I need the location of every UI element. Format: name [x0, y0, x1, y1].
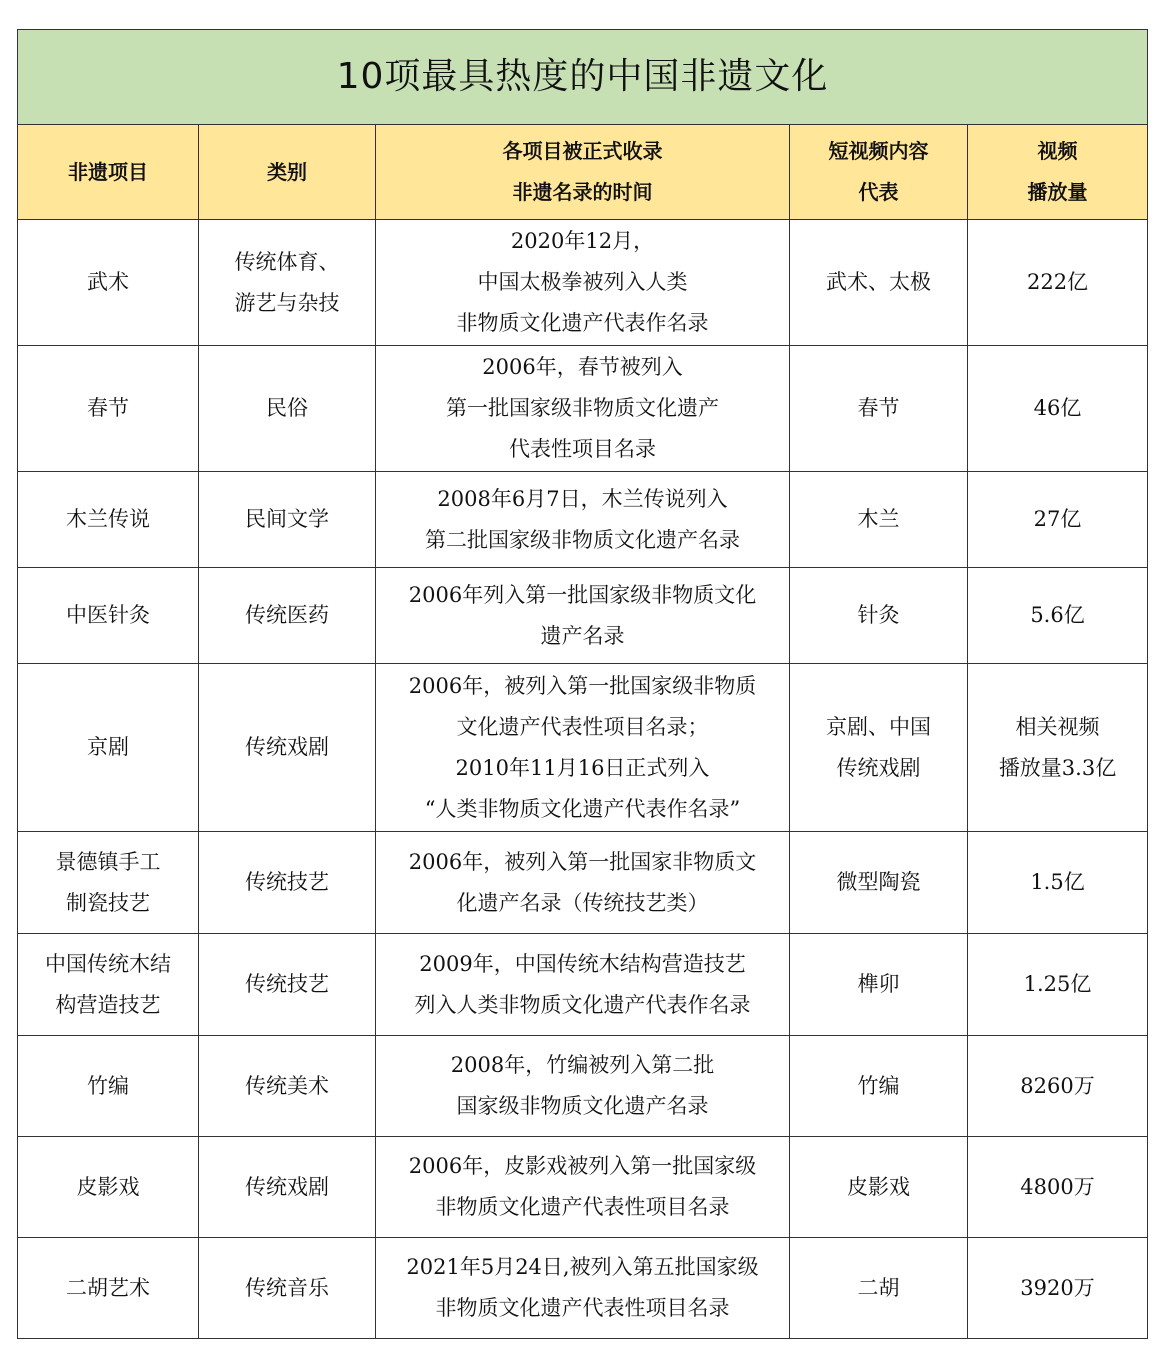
cell-text-line: 武术、太极 [826, 270, 931, 294]
cell-text-line: 榫卯 [857, 972, 900, 996]
cell-text-line: 代表性项目名录 [509, 437, 656, 461]
cell-views [968, 934, 1148, 1036]
cell-video-content [790, 664, 968, 832]
cell-listing-time [376, 1137, 790, 1238]
cell-text-line: 民间文学 [245, 507, 329, 531]
header-category [199, 125, 376, 220]
header-label-line: 非遗项目 [68, 159, 148, 184]
cell-text-line: 非物质文化遗产代表作名录 [456, 311, 709, 335]
header-label-line: 播放量 [1027, 180, 1088, 204]
cell-text-line: 第一批国家级非物质文化遗产 [446, 396, 719, 420]
table-row [18, 346, 1148, 472]
cell-text-line: 木兰传说 [66, 507, 150, 531]
cell-text-line: 针灸 [857, 603, 900, 627]
cell-views [968, 832, 1148, 934]
cell-text-line: 3920万 [1020, 1275, 1095, 1300]
header-label-line: 代表 [858, 180, 899, 204]
table-row [18, 568, 1148, 664]
cell-video-content [790, 832, 968, 934]
title-row [18, 30, 1148, 125]
cell-text-line: 2006年，被列入第一批国家非物质文 [408, 849, 757, 874]
header-video-content [790, 125, 968, 220]
table-row [18, 1036, 1148, 1137]
table-body [18, 30, 1148, 1339]
cell-text-line: 民俗 [266, 396, 308, 420]
cell-text-line: 1.5亿 [1030, 870, 1085, 894]
cell-text-line: 27亿 [1033, 507, 1082, 531]
cell-text-line: 中国太极拳被列入人类 [477, 270, 688, 294]
cell-text-line: 春节 [857, 396, 900, 420]
cell-text-line: 化遗产名录（传统技艺类） [456, 890, 709, 915]
cell-category [199, 664, 376, 832]
cell-video-content [790, 472, 968, 568]
cell-video-content [790, 1137, 968, 1238]
table-row [18, 832, 1148, 934]
cell-text-line: 微型陶瓷 [836, 870, 921, 894]
cell-listing-time [376, 934, 790, 1036]
cell-item [18, 472, 199, 568]
table-row [18, 1238, 1148, 1339]
cell-text-line: 传统音乐 [245, 1275, 329, 1300]
cell-category [199, 1137, 376, 1238]
table-row [18, 664, 1148, 832]
cell-video-content [790, 568, 968, 664]
cell-category [199, 934, 376, 1036]
header-views [968, 125, 1148, 220]
cell-text-line: 2006年，被列入第一批国家级非物质 [408, 673, 757, 698]
cell-item [18, 832, 199, 934]
cell-item [18, 1238, 199, 1339]
cell-item [18, 1137, 199, 1238]
cell-item [18, 934, 199, 1036]
cell-text-line: 2008年，竹编被列入第二批 [450, 1053, 715, 1077]
cell-item [18, 220, 199, 346]
header-row [18, 125, 1148, 220]
cell-text-line: 5.6亿 [1030, 603, 1085, 627]
cell-text-line: 二胡艺术 [66, 1275, 150, 1300]
cell-text-line: 皮影戏 [847, 1174, 910, 1199]
cell-text-line: 木兰 [857, 507, 900, 531]
cell-text-line: 4800万 [1020, 1174, 1095, 1199]
cell-text-line: 皮影戏 [76, 1174, 140, 1199]
cell-text-line: 传统戏剧 [245, 1174, 329, 1199]
table-row [18, 472, 1148, 568]
cell-text-line: 2009年，中国传统木结构营造技艺 [419, 951, 746, 976]
header-label-line: 短视频内容 [828, 139, 929, 163]
cell-item [18, 568, 199, 664]
cell-text-line: 京剧 [87, 735, 129, 759]
cell-item [18, 1036, 199, 1137]
cell-text-line: 2006年，皮影戏被列入第一批国家级 [408, 1154, 757, 1178]
cell-category [199, 220, 376, 346]
cell-text-line: 武术 [87, 270, 129, 294]
cell-views [968, 346, 1148, 472]
cell-text-line: 2010年11月16日正式列入 [455, 755, 710, 780]
cell-views [968, 1238, 1148, 1339]
cell-text-line: 制瓷技艺 [66, 890, 150, 915]
header-label-line: 类别 [267, 159, 307, 184]
cell-text-line: 2021年5月24日,被列入第五批国家级 [406, 1255, 759, 1279]
cell-text-line: 2006年，春节被列入 [482, 355, 683, 379]
cell-text-line: 游艺与杂技 [234, 290, 340, 315]
cell-listing-time [376, 472, 790, 568]
cell-text-line: 第二批国家级非物质文化遗产名录 [425, 527, 740, 552]
cell-text-line: 传统戏剧 [836, 755, 921, 780]
cell-text-line: 2008年6月7日，木兰传说列入 [437, 486, 728, 511]
cell-category [199, 1036, 376, 1137]
cell-category [199, 568, 376, 664]
cell-text-line: 222亿 [1026, 270, 1089, 294]
cell-listing-time [376, 568, 790, 664]
cell-listing-time [376, 832, 790, 934]
cell-text-line: 中医针灸 [66, 603, 150, 627]
header-label-line: 视频 [1037, 139, 1078, 163]
cell-text-line: 2006年列入第一批国家级非物质文化 [408, 582, 757, 607]
cell-video-content [790, 934, 968, 1036]
table-row [18, 934, 1148, 1036]
cell-item [18, 664, 199, 832]
cell-text-line: 非物质文化遗产代表性项目名录 [435, 1296, 730, 1320]
cell-views [968, 1036, 1148, 1137]
cell-text-line: 列入人类非物质文化遗产代表作名录 [414, 992, 751, 1017]
cell-text-line: 相关视频 [1015, 714, 1100, 739]
cell-text-line: 传统戏剧 [245, 735, 329, 759]
table-title: 10项最具热度的中国非遗文化 [18, 30, 1148, 125]
cell-category [199, 346, 376, 472]
cell-views [968, 472, 1148, 568]
cell-category [199, 472, 376, 568]
cell-video-content [790, 220, 968, 346]
cell-listing-time [376, 1036, 790, 1137]
cell-text-line: 传统体育、 [234, 249, 340, 274]
cell-views [968, 220, 1148, 346]
cell-text-line: “人类非物质文化遗产代表作名录” [424, 796, 741, 821]
cell-views [968, 1137, 1148, 1238]
table-row [18, 1137, 1148, 1238]
cell-text-line: 播放量3.3亿 [998, 755, 1117, 780]
cell-text-line: 景德镇手工 [55, 849, 161, 874]
cell-text-line: 2020年12月， [510, 229, 655, 253]
cell-video-content [790, 1238, 968, 1339]
cell-category [199, 1238, 376, 1339]
cell-listing-time [376, 1238, 790, 1339]
cell-text-line: 1.25亿 [1023, 972, 1092, 996]
cell-video-content [790, 346, 968, 472]
cell-text-line: 传统美术 [245, 1073, 329, 1098]
cell-text-line: 文化遗产代表性项目名录； [456, 714, 709, 739]
cell-views [968, 568, 1148, 664]
cell-listing-time [376, 220, 790, 346]
cell-text-line: 传统技艺 [245, 972, 329, 996]
cell-text-line: 遗产名录 [540, 623, 625, 648]
header-label-line: 各项目被正式收录 [502, 139, 663, 163]
cell-views [968, 664, 1148, 832]
cell-text-line: 46亿 [1033, 396, 1082, 420]
cell-text-line: 传统医药 [245, 603, 329, 627]
cell-text-line: 春节 [87, 396, 129, 420]
cell-text-line: 中国传统木结 [45, 951, 171, 976]
cell-item [18, 346, 199, 472]
cell-video-content [790, 1036, 968, 1137]
cell-text-line: 二胡 [857, 1275, 900, 1300]
cell-text-line: 非物质文化遗产代表性项目名录 [435, 1195, 730, 1219]
cell-text-line: 构营造技艺 [55, 992, 161, 1017]
cell-listing-time [376, 346, 790, 472]
header-label-line: 非遗名录的时间 [512, 180, 653, 204]
cell-text-line: 国家级非物质文化遗产名录 [456, 1094, 709, 1118]
cell-text-line: 8260万 [1020, 1073, 1095, 1098]
cell-listing-time [376, 664, 790, 832]
header-listing-time [376, 125, 790, 220]
cell-text-line: 竹编 [857, 1073, 900, 1098]
cell-category [199, 832, 376, 934]
cell-text-line: 京剧、中国 [826, 714, 931, 739]
header-item [18, 125, 199, 220]
cell-text-line: 竹编 [87, 1073, 129, 1098]
heritage-table [17, 29, 1148, 1339]
table-row [18, 220, 1148, 346]
cell-text-line: 传统技艺 [245, 870, 329, 894]
